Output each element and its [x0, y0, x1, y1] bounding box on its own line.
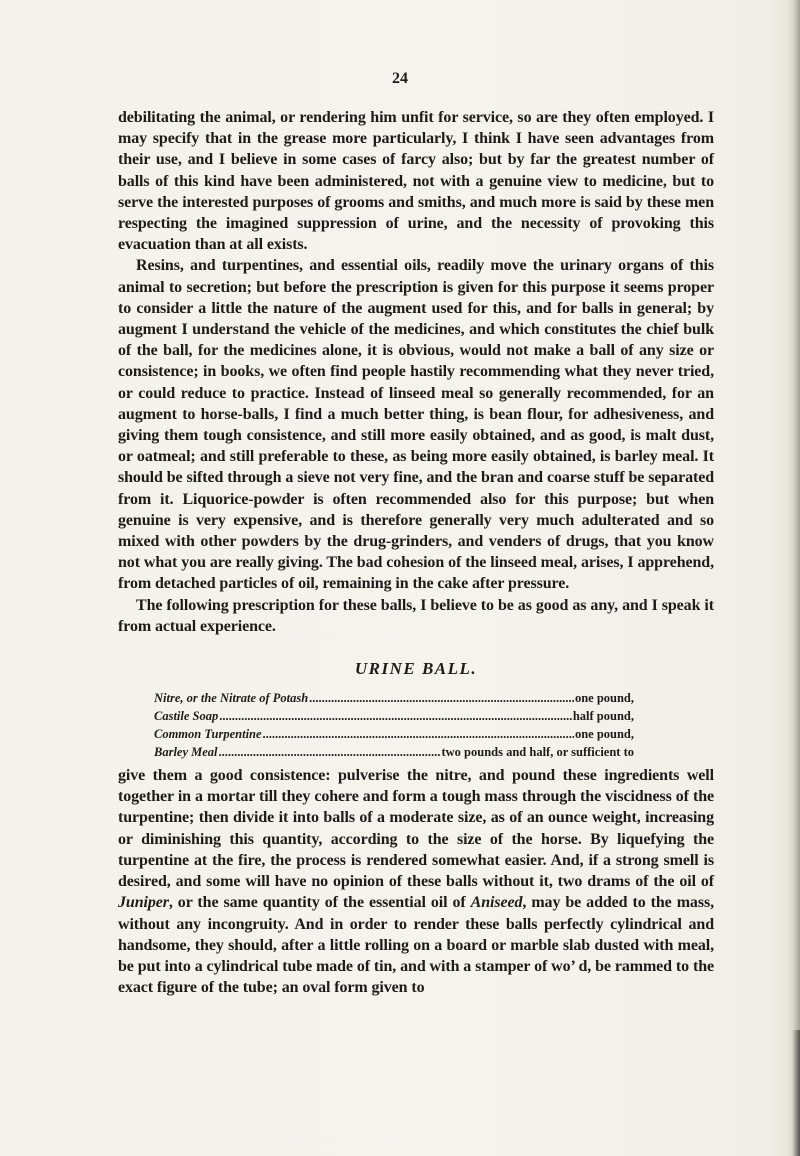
paragraph-4-part1: give them a good consistence: pulverise the nitre, and pound these ingredients well together in a mortar till they cohere and form a tough mass through the viscidness of the turpentine; then divide it into balls of a moderate size, as of an ounce weight, increasing or diminishing this quantity, according to the size of the horse. By liquefying the turpentine at the fire, the process is rendered somewhat easier. And, if a strong smell is desired, and some will have no opinion of these balls without it, two drams of the oil of [118, 767, 714, 891]
paragraph-4-part3: , may be added to the mass, without any incongruity. And in order to render these balls perfectly cylindrical and handsome, they should, after a little rolling on a board or marble slab dusted with meal, be put into a cylindrical tube made of tin, and with a stamper of wo’ d, be rammed to the exact figure of the tube; an oval form given to [118, 894, 714, 997]
recipe-ingredient: Nitre, or the Nitrate of Potash [154, 691, 309, 706]
leader-dots [309, 689, 574, 707]
page-number: 24 [392, 70, 408, 87]
recipe-list [154, 689, 634, 761]
recipe-item [154, 743, 634, 761]
page-edge-shadow [786, 0, 800, 1156]
paragraph-1: debilitating the animal, or rendering him unfit for service, so are they often employed. I may specify that in the grease more particularly, I think I have seen advantages from their use, and I believe in some cases of farcy also; but by far the greatest number of balls of this kind have been administered, not with a genuine view to medicine, but to serve the interested purposes of grooms and smiths, and much more is said by these men respecting the imagined suppression of urine, and the necessity of provoking this evacuation than at all exists. [118, 109, 714, 254]
leader-dots [263, 725, 574, 743]
paragraph-4-part2: , or the same quantity of the essential oil of [168, 894, 471, 912]
paragraph-4 [118, 765, 714, 998]
leader-dots [219, 743, 441, 761]
recipe-title: URINE BALL. [354, 659, 478, 679]
recipe-item [154, 725, 634, 743]
recipe-ingredient: Barley Meal [154, 745, 218, 760]
recipe-item [154, 707, 634, 725]
recipe-quantity: half pound, [572, 709, 634, 724]
paragraph-3: The following prescription for these balls, I believe to be as good as any, and I speak it from actual experience. [118, 596, 714, 635]
page-edge-dark [792, 1030, 800, 1156]
recipe-item [154, 689, 634, 707]
paragraph-2: Resins, and turpentines, and essential oils, readily move the urinary organs of this animal to secretion; but before the prescription is given for this purpose it seems proper to consider a little the nature of the augment used for this, and for balls in general; by augment I understand the vehicle of the medicines, and which constitutes the chief bulk of the ball, for the medicines alone, it is obvious, would not make a ball of any size or consistence; in books, we often find people hastily recommending what they never tried, or could reduce to practice. Instead of linseed meal so generally recommended, for an augment to horse-balls, I find a much better thing, is bean flour, for adhesiveness, and giving them tough consistence, and still more easily obtained, and as good, is malt dust, or oatmeal; and still preferable to these, as being more easily obtained, is barley meal. It should be sifted through a sieve not very fine, and the bran and coarse stuff be separated from it. Liquorice-powder is often recommended also for this purpose; but when genuine is very expensive, and is therefore generally very much adulterated and so mixed with other powders by the drug-grinders, and venders of drugs, that you know not what you are really giving. The bad cohesion of the linseed meal, arises, I apprehend, from detached particles of oil, remaining in the cake after pressure. [118, 257, 714, 593]
juniper-term: Juniper [118, 894, 169, 912]
aniseed-term: Aniseed [470, 894, 523, 912]
leader-dots [219, 707, 572, 725]
recipe-quantity: one pound, [574, 727, 634, 742]
body-text [118, 107, 714, 998]
recipe-quantity: two pounds and half, or sufficient to [441, 745, 634, 760]
recipe-quantity: one pound, [574, 691, 634, 706]
recipe-ingredient: Castile Soap [154, 709, 219, 724]
recipe-ingredient: Common Turpentine [154, 727, 262, 742]
